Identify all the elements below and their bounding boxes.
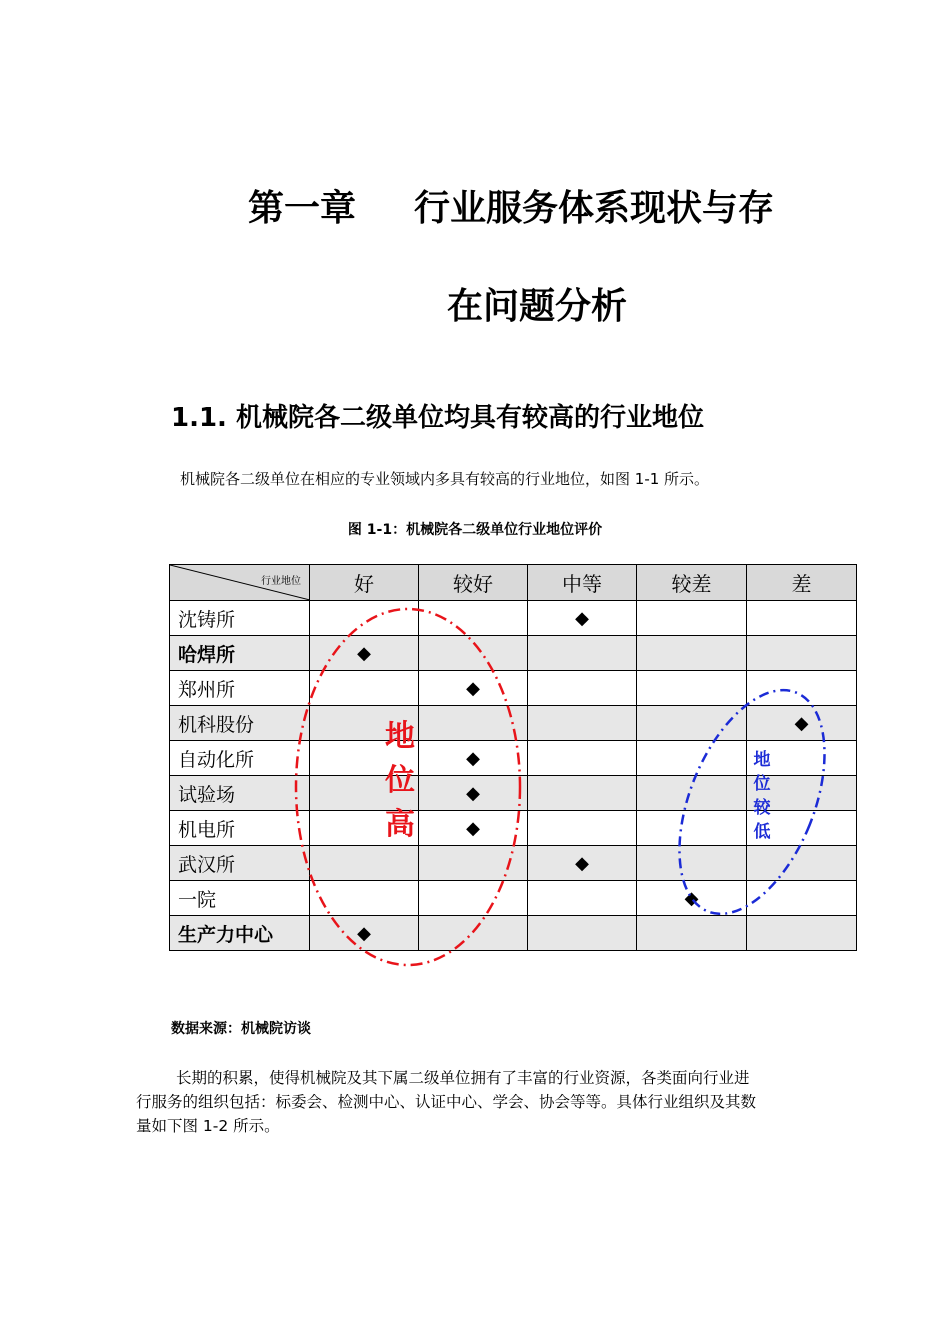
figure-caption: 图 1-1：机械院各二级单位行业地位评价 [347,522,603,538]
unit-name: 一院 [170,881,310,916]
column-header: 较好 [419,565,528,601]
annotation-char: 低 [753,822,771,842]
data-source: 数据来源：机械院访谈 [171,1021,311,1037]
corner-label: 行业地位 [261,576,301,587]
unit-name: 武汉所 [170,846,310,881]
diamond-marker-icon: ◆ [684,887,699,909]
unit-name: 机科股份 [170,706,310,741]
diamond-marker-icon: ◆ [575,607,589,629]
diamond-marker-icon: ◆ [466,747,480,769]
column-header: 较差 [637,565,747,601]
diamond-marker-icon: ◆ [466,677,480,699]
chapter-label: 第一章 [248,188,357,229]
column-header: 差 [747,565,857,601]
diamond-marker-icon: ◆ [575,852,589,874]
annotation-char: 地 [753,750,771,770]
diamond-marker-icon: ◆ [357,642,371,664]
annotation-char: 位 [385,763,415,798]
annotation-char: 位 [753,774,771,794]
unit-name: 沈铸所 [170,601,310,636]
unit-name: 试验场 [170,776,310,811]
diamond-marker-icon: ◆ [794,712,809,734]
column-header: 好 [310,565,419,601]
low-status-label [748,748,776,844]
section-heading: 1.1. 机械院各二级单位均具有较高的行业地位 [171,403,704,433]
diamond-marker-icon: ◆ [357,922,371,944]
diamond-marker-icon: ◆ [466,782,480,804]
unit-name: 郑州所 [170,671,310,706]
body-line: 长期的积累，使得机械院及其下属二级单位拥有了丰富的行业资源，各类面向行业进 [176,1069,750,1087]
column-header: 中等 [528,565,637,601]
unit-name: 自动化所 [170,741,310,776]
diamond-marker-icon: ◆ [466,817,480,839]
chapter-title-line-2: 在问题分析 [447,286,628,327]
annotation-char: 地 [385,719,415,754]
annotation-char: 高 [385,807,415,842]
body-line: 量如下图 1-2 所示。 [136,1117,280,1135]
unit-name: 哈焊所 [170,636,310,671]
intro-paragraph: 机械院各二级单位在相应的专业领域内多具有较高的行业地位，如图 1-1 所示。 [180,470,710,488]
unit-name: 机电所 [170,811,310,846]
chapter-title-part-1: 行业服务体系现状与存 [414,188,775,229]
body-line: 行服务的组织包括：标委会、检测中心、认证中心、学会、协会等等。具体行业组织及其数 [136,1093,757,1111]
body-paragraph [136,1066,826,1138]
unit-name: 生产力中心 [170,916,310,951]
high-status-label [380,715,420,847]
annotation-char: 较 [753,798,771,818]
